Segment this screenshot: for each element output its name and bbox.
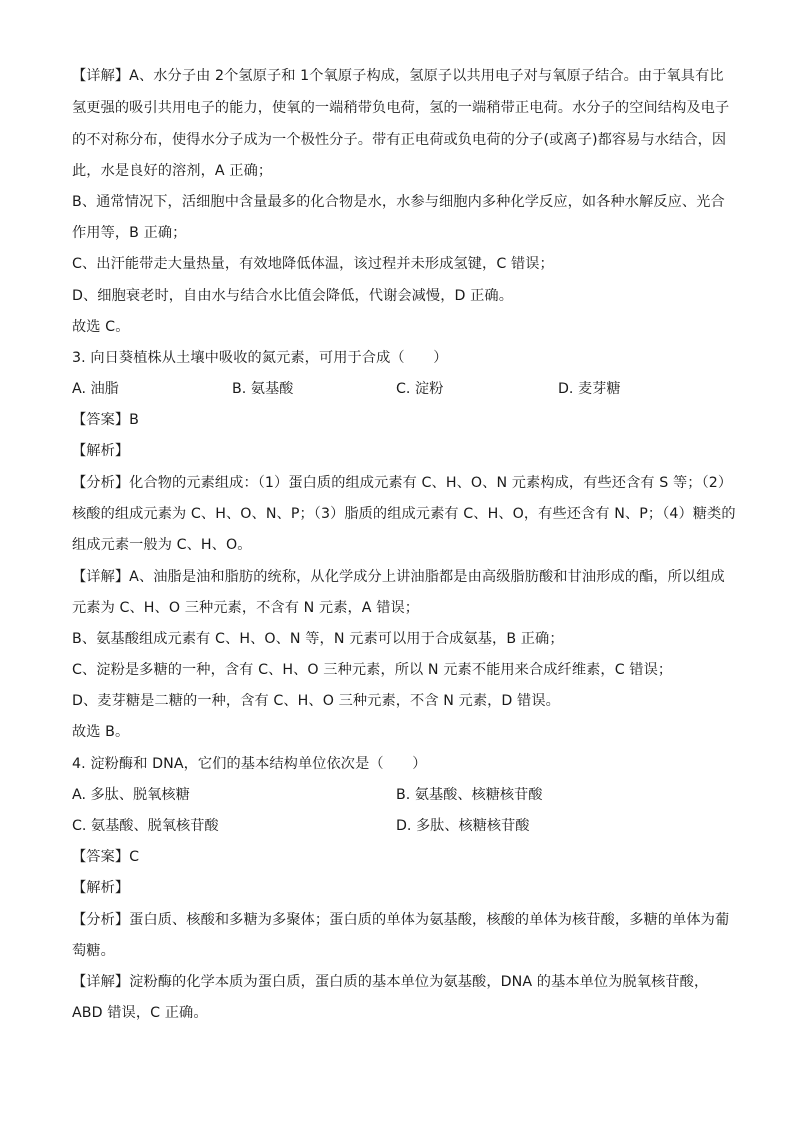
analysis-label: 【解析】 (72, 443, 130, 459)
text-line: 核酸的组成元素为 C、H、O、N、P；（3）脂质的组成元素有 C、H、O，有些还含有 N、P；（4）糖类的 (72, 506, 736, 522)
text-line: 组成元素一般为 C、H、O。 (72, 537, 252, 553)
analysis-label: 【解析】 (72, 880, 130, 896)
question-4-option-a: A. 多肽、脱氧核糖 (72, 787, 190, 803)
text-line: 【详解】A、水分子由 2个氢原子和 1个氧原子构成，氢原子以共用电子对与氧原子结合。由于氧具有比 (72, 68, 724, 84)
text-line: ABD 错误，C 正确。 (72, 1005, 208, 1021)
question-4-option-b: B. 氨基酸、核糖核苷酸 (396, 787, 543, 803)
question-3-option-b: B. 氨基酸 (232, 381, 294, 397)
text-line: 的不对称分布，使得水分子成为一个极性分子。带有正电荷或负电荷的分子(或离子)都容易与水结合，因 (72, 132, 727, 148)
text-line: 氢更强的吸引共用电子的能力，使氧的一端稍带负电荷，氢的一端稍带正电荷。水分子的空间结构及电子 (72, 100, 730, 116)
text-line: D、细胞衰老时，自由水与结合水比值会降低，代谢会减慢，D 正确。 (72, 288, 513, 304)
text-line: B、通常情况下，活细胞中含量最多的化合物是水，水参与细胞内多种化学反应，如各种水解反应、光合 (72, 194, 725, 210)
text-line: 【分析】化合物的元素组成：（1）蛋白质的组成元素有 C、H、O、N 元素构成，有些还含有 S 等；（2） (72, 475, 733, 491)
text-line: 故选 B。 (72, 724, 130, 740)
text-line: 作用等，B 正确； (72, 225, 187, 241)
question-3-option-c: C. 淀粉 (396, 381, 444, 397)
text-line: B、氨基酸组成元素有 C、H、O、N 等，N 元素可以用于合成氨基，B 正确； (72, 631, 564, 647)
text-line: 【分析】蛋白质、核酸和多糖为多聚体；蛋白质的单体为氨基酸，核酸的单体为核苷酸，多糖的单体为葡 (72, 912, 730, 928)
text-line: D、麦芽糖是二糖的一种，含有 C、H、O 三种元素，不含 N 元素，D 错误。 (72, 693, 560, 709)
text-line: C、淀粉是多糖的一种，含有 C、H、O 三种元素，所以 N 元素不能用来合成纤维素，C 错误； (72, 662, 673, 678)
text-line: C、出汗能带走大量热量，有效地降低体温，该过程并未形成氢键，C 错误； (72, 256, 554, 272)
question-4-option-d: D. 多肽、核糖核苷酸 (396, 818, 530, 834)
text-line: 【详解】A、油脂是油和脂肪的统称，从化学成分上讲油脂都是由高级脂肪酸和甘油形成的酯，所以组成 (72, 569, 725, 585)
question-4-stem: 4. 淀粉酶和 DNA，它们的基本结构单位依次是（ ） (72, 756, 427, 772)
question-3-stem: 3. 向日葵植株从土壤中吸收的氮元素，可用于合成（ ） (72, 350, 448, 366)
question-4-option-c: C. 氨基酸、脱氧核苷酸 (72, 818, 219, 834)
text-line: 元素为 C、H、O 三种元素，不含有 N 元素，A 错误； (72, 600, 420, 616)
answer-label: 【答案】C (72, 849, 140, 865)
text-line: 【详解】淀粉酶的化学本质为蛋白质，蛋白质的基本单位为氨基酸，DNA 的基本单位为脱氧核苷酸， (72, 974, 709, 990)
text-line: 此，水是良好的溶剂，A 正确； (72, 163, 273, 179)
question-3-option-d: D. 麦芽糖 (558, 381, 621, 397)
answer-label: 【答案】B (72, 412, 139, 428)
text-line: 萄糖。 (72, 943, 115, 959)
question-3-option-a: A. 油脂 (72, 381, 119, 397)
text-line: 故选 C。 (72, 319, 130, 335)
